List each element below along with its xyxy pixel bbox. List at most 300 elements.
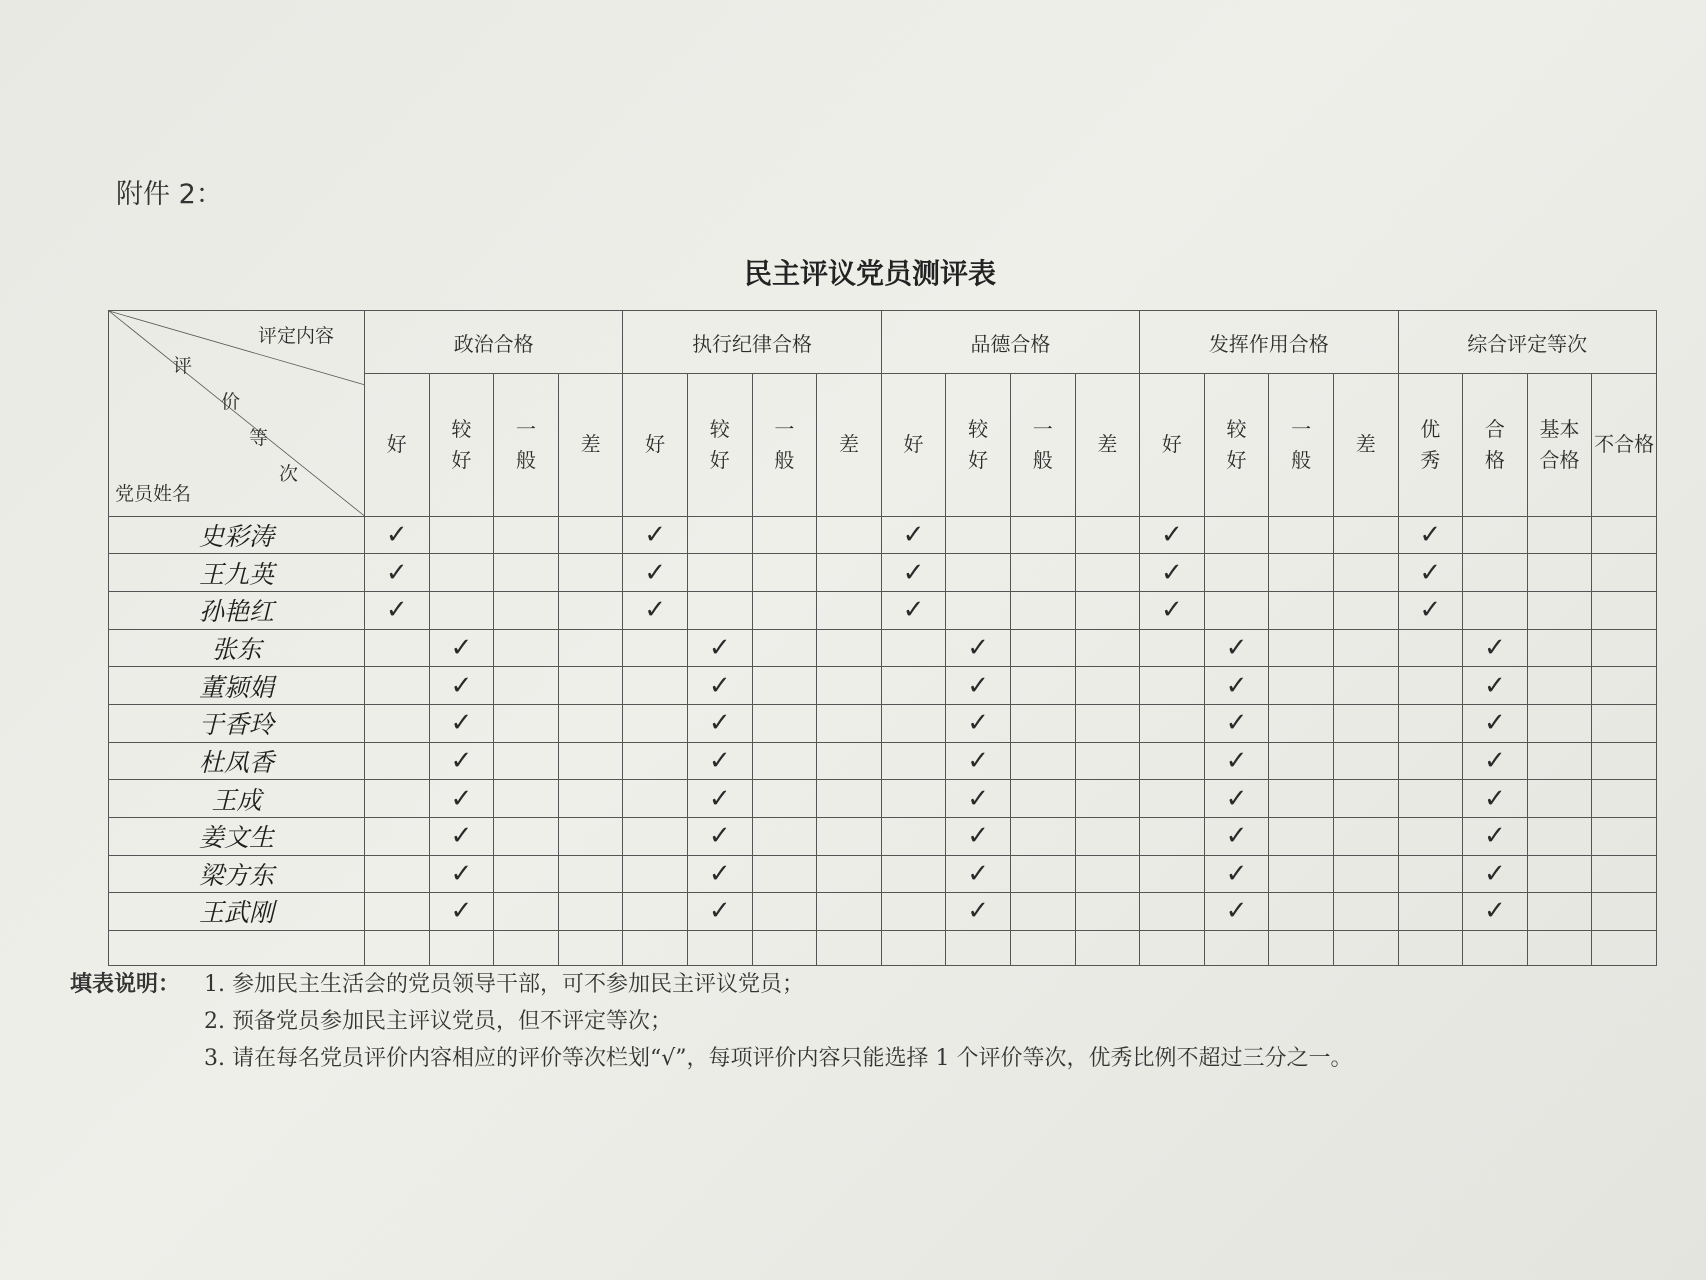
rating-cell[interactable] <box>752 629 817 667</box>
grade-header-cell: 一 般 <box>1010 374 1075 517</box>
check-mark[interactable]: ✓ <box>1463 704 1528 742</box>
rating-cell[interactable] <box>1463 930 1528 965</box>
grade-header-cell: 好 <box>1140 374 1205 517</box>
rating-cell[interactable] <box>752 930 817 965</box>
rating-cell[interactable] <box>1398 742 1463 780</box>
rating-cell[interactable] <box>1204 554 1269 592</box>
rating-cell[interactable] <box>1333 629 1398 667</box>
rating-cell[interactable] <box>817 817 882 855</box>
check-mark[interactable]: ✓ <box>687 629 752 667</box>
rating-cell[interactable] <box>752 554 817 592</box>
check-mark[interactable]: ✓ <box>1204 704 1269 742</box>
grade-header-cell: 较 好 <box>687 374 752 517</box>
rating-cell[interactable] <box>1592 893 1657 931</box>
rating-cell[interactable] <box>1527 780 1592 818</box>
rating-cell[interactable] <box>623 667 688 705</box>
check-mark[interactable]: ✓ <box>1463 667 1528 705</box>
check-mark[interactable]: ✓ <box>881 516 946 554</box>
rating-cell[interactable] <box>623 629 688 667</box>
rating-cell[interactable] <box>494 591 559 629</box>
grade-header-cell: 基本 合格 <box>1527 374 1592 517</box>
rating-cell[interactable] <box>1333 742 1398 780</box>
member-name: 王武刚 <box>109 893 365 931</box>
check-mark[interactable]: ✓ <box>429 893 494 931</box>
check-mark[interactable]: ✓ <box>429 855 494 893</box>
check-mark[interactable]: ✓ <box>946 780 1011 818</box>
rating-cell[interactable] <box>1333 893 1398 931</box>
rating-cell[interactable] <box>752 742 817 780</box>
rating-cell[interactable] <box>1592 780 1657 818</box>
rating-cell[interactable] <box>1527 667 1592 705</box>
member-name: 董颍娟 <box>109 667 365 705</box>
check-mark[interactable]: ✓ <box>365 554 430 592</box>
rating-cell[interactable] <box>1398 817 1463 855</box>
member-name: 孙艳红 <box>109 591 365 629</box>
rating-cell[interactable] <box>1333 855 1398 893</box>
check-mark[interactable]: ✓ <box>1204 817 1269 855</box>
rating-cell[interactable] <box>1333 780 1398 818</box>
member-name: 张东 <box>109 629 365 667</box>
rating-cell[interactable] <box>1398 667 1463 705</box>
rating-cell[interactable] <box>1592 629 1657 667</box>
rating-cell[interactable] <box>1333 516 1398 554</box>
rating-cell[interactable] <box>623 893 688 931</box>
grade-header-cell: 差 <box>1075 374 1140 517</box>
rating-cell[interactable] <box>881 817 946 855</box>
rating-cell[interactable] <box>1010 629 1075 667</box>
instruction-item <box>70 1040 1352 1077</box>
rating-cell[interactable] <box>1140 629 1205 667</box>
rating-cell[interactable] <box>881 893 946 931</box>
check-mark[interactable]: ✓ <box>1204 893 1269 931</box>
check-mark[interactable]: ✓ <box>623 591 688 629</box>
grade-header-cell: 一 般 <box>1269 374 1334 517</box>
grade-header-cell: 差 <box>1333 374 1398 517</box>
check-mark[interactable]: ✓ <box>1140 554 1205 592</box>
evaluation-table <box>108 310 1656 966</box>
check-mark[interactable]: ✓ <box>687 893 752 931</box>
form-title: 民主评议党员测评表 <box>743 257 996 290</box>
rating-cell[interactable] <box>817 893 882 931</box>
rating-cell[interactable] <box>1527 817 1592 855</box>
rating-cell[interactable] <box>946 554 1011 592</box>
rating-cell[interactable] <box>752 817 817 855</box>
check-mark[interactable]: ✓ <box>687 780 752 818</box>
category-overall: 综合评定等次 <box>1398 311 1656 374</box>
rating-cell[interactable] <box>365 817 430 855</box>
rating-cell[interactable] <box>1527 516 1592 554</box>
rating-cell[interactable] <box>881 629 946 667</box>
check-mark[interactable]: ✓ <box>1398 516 1463 554</box>
rating-cell[interactable] <box>1010 893 1075 931</box>
grade-header-cell: 不合格 <box>1592 374 1657 517</box>
rating-cell[interactable] <box>817 855 882 893</box>
rating-cell[interactable] <box>558 704 623 742</box>
rating-cell[interactable] <box>1333 817 1398 855</box>
rating-cell[interactable] <box>1075 591 1140 629</box>
check-mark[interactable]: ✓ <box>687 742 752 780</box>
corner-name-label: 党员姓名 <box>115 482 192 505</box>
rating-cell[interactable] <box>1010 742 1075 780</box>
rating-cell[interactable] <box>1269 591 1334 629</box>
rating-cell[interactable] <box>1269 742 1334 780</box>
rating-cell[interactable] <box>1010 554 1075 592</box>
rating-cell[interactable] <box>494 930 559 965</box>
rating-cell[interactable] <box>1592 591 1657 629</box>
rating-cell[interactable] <box>1075 930 1140 965</box>
rating-cell[interactable] <box>1075 516 1140 554</box>
check-mark[interactable]: ✓ <box>429 667 494 705</box>
check-mark[interactable]: ✓ <box>1204 855 1269 893</box>
category-morality: 品德合格 <box>881 311 1139 374</box>
check-mark[interactable]: ✓ <box>946 855 1011 893</box>
rating-cell[interactable] <box>1527 704 1592 742</box>
grade-header-cell: 较 好 <box>946 374 1011 517</box>
rating-cell[interactable] <box>1075 855 1140 893</box>
check-mark[interactable]: ✓ <box>946 704 1011 742</box>
rating-cell[interactable] <box>1140 855 1205 893</box>
check-mark[interactable]: ✓ <box>1463 855 1528 893</box>
member-row <box>109 893 1657 931</box>
rating-cell[interactable] <box>1204 516 1269 554</box>
grade-header-cell: 一 般 <box>494 374 559 517</box>
rating-cell[interactable] <box>1398 629 1463 667</box>
rating-cell[interactable] <box>1075 704 1140 742</box>
rating-cell[interactable] <box>494 742 559 780</box>
rating-cell[interactable] <box>1075 780 1140 818</box>
category-political: 政治合格 <box>365 311 623 374</box>
check-mark[interactable]: ✓ <box>429 629 494 667</box>
rating-cell[interactable] <box>817 780 882 818</box>
check-mark[interactable]: ✓ <box>365 516 430 554</box>
rating-cell[interactable] <box>494 667 559 705</box>
header-row-categories <box>109 311 1657 374</box>
member-row <box>109 667 1657 705</box>
category-discipline: 执行纪律合格 <box>623 311 881 374</box>
rating-cell[interactable] <box>1333 591 1398 629</box>
rating-cell[interactable] <box>1010 667 1075 705</box>
rating-cell[interactable] <box>687 516 752 554</box>
rating-cell[interactable] <box>1398 855 1463 893</box>
rating-cell[interactable] <box>365 742 430 780</box>
rating-cell[interactable] <box>558 855 623 893</box>
rating-cell[interactable] <box>817 930 882 965</box>
rating-cell[interactable] <box>1075 554 1140 592</box>
rating-cell[interactable] <box>558 591 623 629</box>
rating-cell[interactable] <box>429 930 494 965</box>
rating-cell[interactable] <box>1592 855 1657 893</box>
rating-cell[interactable] <box>1592 704 1657 742</box>
attachment-label: 附件 2： <box>116 179 223 210</box>
rating-cell[interactable] <box>1398 893 1463 931</box>
check-mark[interactable]: ✓ <box>1204 780 1269 818</box>
member-row <box>109 742 1657 780</box>
check-mark[interactable]: ✓ <box>687 667 752 705</box>
rating-cell[interactable] <box>1398 704 1463 742</box>
rating-cell[interactable] <box>1527 629 1592 667</box>
corner-content-label: 评定内容 <box>257 325 334 347</box>
rating-cell[interactable] <box>558 629 623 667</box>
rating-cell[interactable] <box>1269 780 1334 818</box>
rating-cell[interactable] <box>817 591 882 629</box>
rating-cell[interactable] <box>1010 930 1075 965</box>
check-mark[interactable]: ✓ <box>623 516 688 554</box>
check-mark[interactable]: ✓ <box>1204 629 1269 667</box>
check-mark[interactable]: ✓ <box>881 554 946 592</box>
fill-instructions <box>70 966 1352 1077</box>
rating-cell[interactable] <box>752 516 817 554</box>
rating-cell[interactable] <box>752 780 817 818</box>
rating-cell[interactable] <box>1269 554 1334 592</box>
rating-cell[interactable] <box>1204 591 1269 629</box>
rating-cell[interactable] <box>1269 930 1334 965</box>
rating-cell[interactable] <box>558 780 623 818</box>
rating-cell[interactable] <box>1333 930 1398 965</box>
rating-cell[interactable] <box>1269 629 1334 667</box>
rating-cell[interactable] <box>623 780 688 818</box>
member-name <box>109 930 365 965</box>
rating-cell[interactable] <box>1140 667 1205 705</box>
category-role: 发挥作用合格 <box>1140 311 1398 374</box>
rating-cell[interactable] <box>1527 855 1592 893</box>
rating-cell[interactable] <box>1010 817 1075 855</box>
corner-grade-char: 次 <box>279 463 299 485</box>
rating-cell[interactable] <box>1140 930 1205 965</box>
rating-cell[interactable] <box>1592 742 1657 780</box>
grade-header-cell: 合 格 <box>1463 374 1528 517</box>
rating-cell[interactable] <box>1527 554 1592 592</box>
member-name: 梁方东 <box>109 855 365 893</box>
check-mark[interactable]: ✓ <box>946 629 1011 667</box>
rating-cell[interactable] <box>1010 591 1075 629</box>
check-mark[interactable]: ✓ <box>1398 554 1463 592</box>
rating-cell[interactable] <box>1140 742 1205 780</box>
check-mark[interactable]: ✓ <box>881 591 946 629</box>
rating-cell[interactable] <box>881 780 946 818</box>
rating-cell[interactable] <box>1592 667 1657 705</box>
check-mark[interactable]: ✓ <box>1140 516 1205 554</box>
rating-cell[interactable] <box>1010 780 1075 818</box>
check-mark[interactable]: ✓ <box>1463 629 1528 667</box>
check-mark[interactable]: ✓ <box>1204 742 1269 780</box>
rating-cell[interactable] <box>1398 930 1463 965</box>
rating-cell[interactable] <box>1075 893 1140 931</box>
rating-cell[interactable] <box>365 629 430 667</box>
rating-cell[interactable] <box>881 930 946 965</box>
rating-cell[interactable] <box>1463 516 1528 554</box>
rating-cell[interactable] <box>365 893 430 931</box>
grade-header-cell: 较 好 <box>1204 374 1269 517</box>
grade-header-cell: 优 秀 <box>1398 374 1463 517</box>
check-mark[interactable]: ✓ <box>1463 817 1528 855</box>
check-mark[interactable]: ✓ <box>946 893 1011 931</box>
rating-cell[interactable] <box>1333 554 1398 592</box>
rating-cell[interactable] <box>494 893 559 931</box>
grade-header-cell: 好 <box>881 374 946 517</box>
check-mark[interactable]: ✓ <box>1140 591 1205 629</box>
rating-cell[interactable] <box>558 817 623 855</box>
rating-cell[interactable] <box>946 591 1011 629</box>
rating-cell[interactable] <box>1075 742 1140 780</box>
rating-cell[interactable] <box>687 930 752 965</box>
rating-cell[interactable] <box>1527 591 1592 629</box>
check-mark[interactable]: ✓ <box>946 742 1011 780</box>
member-name: 王九英 <box>109 554 365 592</box>
evaluation-grid <box>108 310 1657 966</box>
rating-cell[interactable] <box>365 704 430 742</box>
check-mark[interactable]: ✓ <box>946 667 1011 705</box>
rating-cell[interactable] <box>1592 817 1657 855</box>
member-row <box>109 817 1657 855</box>
rating-cell[interactable] <box>1075 667 1140 705</box>
check-mark[interactable]: ✓ <box>365 591 430 629</box>
check-mark[interactable]: ✓ <box>687 817 752 855</box>
rating-cell[interactable] <box>623 855 688 893</box>
rating-cell[interactable] <box>429 516 494 554</box>
check-mark[interactable]: ✓ <box>687 704 752 742</box>
rating-cell[interactable] <box>881 742 946 780</box>
rating-cell[interactable] <box>1527 930 1592 965</box>
rating-cell[interactable] <box>494 817 559 855</box>
rating-cell[interactable] <box>817 516 882 554</box>
rating-cell[interactable] <box>1075 817 1140 855</box>
rating-cell[interactable] <box>1269 817 1334 855</box>
rating-cell[interactable] <box>1592 516 1657 554</box>
rating-cell[interactable] <box>1140 704 1205 742</box>
check-mark[interactable]: ✓ <box>429 704 494 742</box>
rating-cell[interactable] <box>558 667 623 705</box>
rating-cell[interactable] <box>1140 893 1205 931</box>
rating-cell[interactable] <box>1204 930 1269 965</box>
rating-cell[interactable] <box>623 930 688 965</box>
rating-cell[interactable] <box>946 516 1011 554</box>
rating-cell[interactable] <box>365 780 430 818</box>
rating-cell[interactable] <box>494 554 559 592</box>
check-mark[interactable]: ✓ <box>623 554 688 592</box>
rating-cell[interactable] <box>1075 629 1140 667</box>
rating-cell[interactable] <box>558 516 623 554</box>
member-name: 于香玲 <box>109 704 365 742</box>
check-mark[interactable]: ✓ <box>1398 591 1463 629</box>
rating-cell[interactable] <box>1010 855 1075 893</box>
member-name: 杜凤香 <box>109 742 365 780</box>
rating-cell[interactable] <box>752 893 817 931</box>
instructions-label: 填表说明： <box>70 972 181 997</box>
rating-cell[interactable] <box>752 591 817 629</box>
rating-cell[interactable] <box>1527 742 1592 780</box>
rating-cell[interactable] <box>494 780 559 818</box>
rating-cell[interactable] <box>1333 704 1398 742</box>
rating-cell[interactable] <box>623 817 688 855</box>
check-mark[interactable]: ✓ <box>1463 742 1528 780</box>
instruction-item <box>70 966 1352 1003</box>
rating-cell[interactable] <box>817 554 882 592</box>
check-mark[interactable]: ✓ <box>1463 780 1528 818</box>
rating-cell[interactable] <box>558 554 623 592</box>
grade-header-cell: 差 <box>817 374 882 517</box>
rating-cell[interactable] <box>365 855 430 893</box>
instruction-item <box>70 1003 1352 1040</box>
instruction-text: 2. 预备党员参加民主评议党员，但不评定等次； <box>204 1009 672 1034</box>
corner-grade-char: 评 <box>173 355 193 377</box>
rating-cell[interactable] <box>817 704 882 742</box>
member-row <box>109 780 1657 818</box>
check-mark[interactable]: ✓ <box>429 742 494 780</box>
rating-cell[interactable] <box>687 591 752 629</box>
rating-cell[interactable] <box>946 930 1011 965</box>
member-name: 史彩涛 <box>109 516 365 554</box>
rating-cell[interactable] <box>1010 704 1075 742</box>
rating-cell[interactable] <box>1333 667 1398 705</box>
rating-cell[interactable] <box>1140 817 1205 855</box>
rating-cell[interactable] <box>1269 704 1334 742</box>
rating-cell[interactable] <box>1398 780 1463 818</box>
rating-cell[interactable] <box>1269 667 1334 705</box>
rating-cell[interactable] <box>365 667 430 705</box>
rating-cell[interactable] <box>1269 855 1334 893</box>
member-name: 姜文生 <box>109 817 365 855</box>
check-mark[interactable]: ✓ <box>946 817 1011 855</box>
rating-cell[interactable] <box>1269 516 1334 554</box>
rating-cell[interactable] <box>558 930 623 965</box>
rating-cell[interactable] <box>1010 516 1075 554</box>
rating-cell[interactable] <box>687 554 752 592</box>
rating-cell[interactable] <box>494 855 559 893</box>
rating-cell[interactable] <box>429 554 494 592</box>
rating-cell[interactable] <box>623 742 688 780</box>
rating-cell[interactable] <box>1463 554 1528 592</box>
member-name: 王成 <box>109 780 365 818</box>
rating-cell[interactable] <box>365 930 430 965</box>
rating-cell[interactable] <box>494 629 559 667</box>
member-row <box>109 855 1657 893</box>
instruction-text: 1. 参加民主生活会的党员领导干部，可不参加民主评议党员； <box>204 972 804 997</box>
grade-header-cell: 较 好 <box>429 374 494 517</box>
rating-cell[interactable] <box>558 742 623 780</box>
rating-cell[interactable] <box>623 704 688 742</box>
rating-cell[interactable] <box>752 667 817 705</box>
rating-cell[interactable] <box>881 704 946 742</box>
rating-cell[interactable] <box>1592 930 1657 965</box>
rating-cell[interactable] <box>752 855 817 893</box>
rating-cell[interactable] <box>1527 893 1592 931</box>
rating-cell[interactable] <box>817 629 882 667</box>
rating-cell[interactable] <box>494 704 559 742</box>
rating-cell[interactable] <box>817 667 882 705</box>
corner-grade-char: 价 <box>221 391 241 413</box>
rating-cell[interactable] <box>1140 780 1205 818</box>
check-mark[interactable]: ✓ <box>687 855 752 893</box>
rating-cell[interactable] <box>558 893 623 931</box>
check-mark[interactable]: ✓ <box>429 817 494 855</box>
member-row <box>109 554 1657 592</box>
instruction-text: 3. 请在每名党员评价内容相应的评价等次栏划“√”，每项评价内容只能选择 1 个评价等次，优秀比例不超过三分之一。 <box>204 1046 1353 1071</box>
check-mark[interactable]: ✓ <box>1463 893 1528 931</box>
member-row <box>109 930 1657 965</box>
check-mark[interactable]: ✓ <box>429 780 494 818</box>
rating-cell[interactable] <box>817 742 882 780</box>
rating-cell[interactable] <box>1463 591 1528 629</box>
rating-cell[interactable] <box>881 667 946 705</box>
rating-cell[interactable] <box>752 704 817 742</box>
rating-cell[interactable] <box>494 516 559 554</box>
rating-cell[interactable] <box>1592 554 1657 592</box>
grade-header-cell: 一 般 <box>752 374 817 517</box>
rating-cell[interactable] <box>881 855 946 893</box>
rating-cell[interactable] <box>1269 893 1334 931</box>
check-mark[interactable]: ✓ <box>1204 667 1269 705</box>
rating-cell[interactable] <box>429 591 494 629</box>
